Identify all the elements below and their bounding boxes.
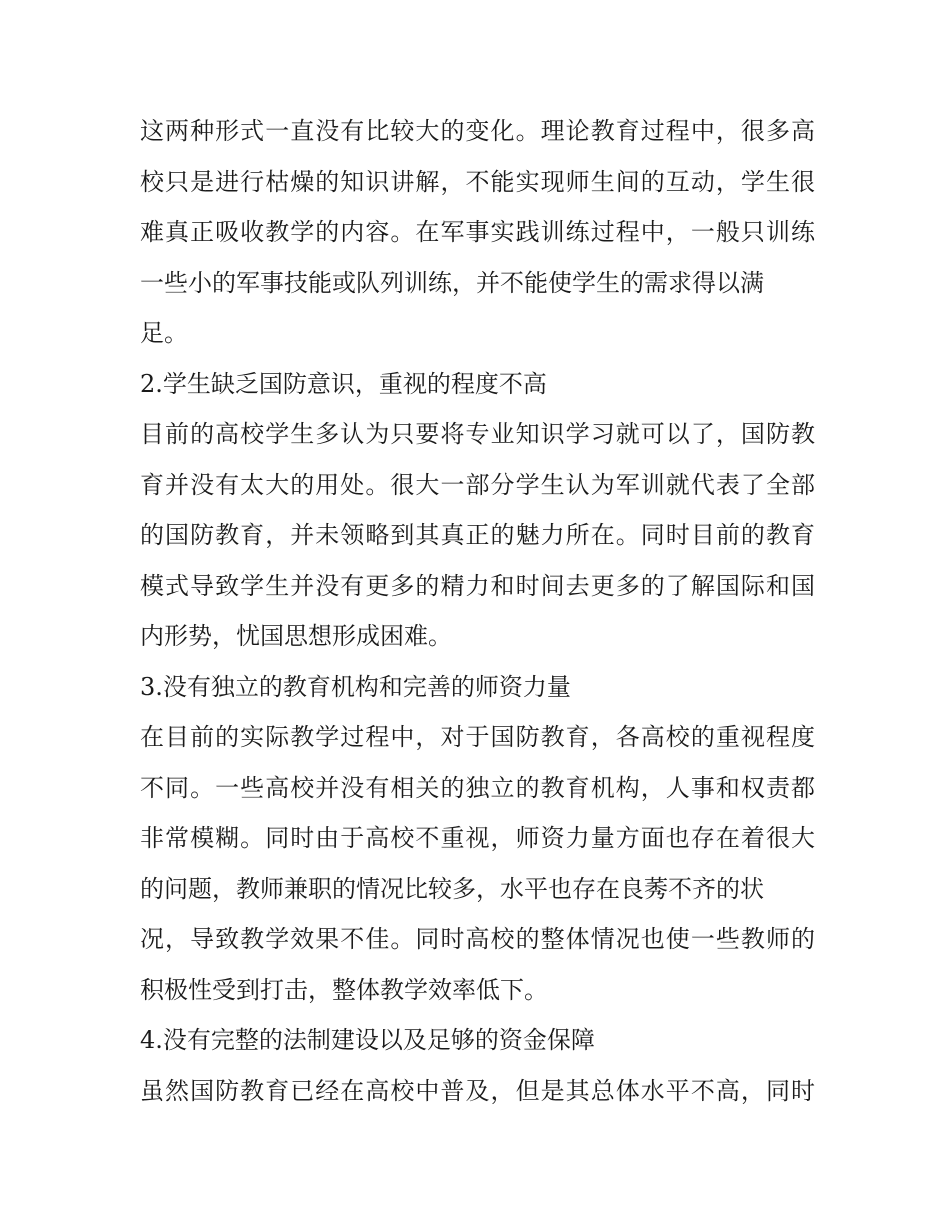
text-line: 非常模糊。同时由于高校不重视，师资力量方面也存在着很大 <box>140 824 815 852</box>
text-line: 目前的高校学生多认为只要将专业知识学习就可以了，国防教 <box>140 420 815 448</box>
text-line: 积极性受到打击，整体教学效率低下。 <box>140 975 548 1004</box>
text-line: 况，导致教学效果不佳。同时高校的整体情况也使一些教师的 <box>140 925 815 953</box>
text-line: 的问题，教师兼职的情况比较多，水平也存在良莠不齐的状 <box>140 874 764 903</box>
text-line: 难真正吸收教学的内容。在军事实践训练过程中，一般只训练 <box>140 218 815 246</box>
text-line: 模式导致学生并没有更多的精力和时间去更多的了解国际和国 <box>140 571 815 600</box>
body-paragraph <box>140 1066 815 1117</box>
text-line: 虽然国防教育已经在高校中普及，但是其总体水平不高，同时 <box>140 1076 815 1105</box>
text-line: 足。 <box>140 319 188 347</box>
section-heading <box>140 1015 815 1066</box>
text-line: 这两种形式一直没有比较大的变化。理论教育过程中，很多高 <box>140 117 815 145</box>
text-line: 的国防教育，并未领略到其真正的魅力所在。同时目前的教育 <box>140 521 815 549</box>
text-line: 内形势，忧国思想形成困难。 <box>140 622 452 650</box>
document-body <box>140 106 815 1116</box>
body-paragraph <box>140 409 815 662</box>
body-paragraph <box>140 712 815 1015</box>
body-paragraph <box>140 106 815 359</box>
heading-text: 3.没有独立的教育机构和完善的师资力量 <box>140 672 571 701</box>
section-heading <box>140 662 815 713</box>
text-line: 在目前的实际教学过程中，对于国防教育，各高校的重视程度 <box>140 723 815 751</box>
section-heading <box>140 359 815 410</box>
text-line: 校只是进行枯燥的知识讲解，不能实现师生间的互动，学生很 <box>140 167 815 196</box>
heading-text: 4.没有完整的法制建设以及足够的资金保障 <box>140 1026 595 1054</box>
text-line: 不同。一些高校并没有相关的独立的教育机构，人事和权责都 <box>140 773 815 802</box>
text-line: 育并没有太大的用处。很大一部分学生认为军训就代表了全部 <box>140 470 815 499</box>
text-line: 一些小的军事技能或队列训练，并不能使学生的需求得以满 <box>140 268 764 297</box>
heading-text: 2.学生缺乏国防意识，重视的程度不高 <box>140 369 547 398</box>
